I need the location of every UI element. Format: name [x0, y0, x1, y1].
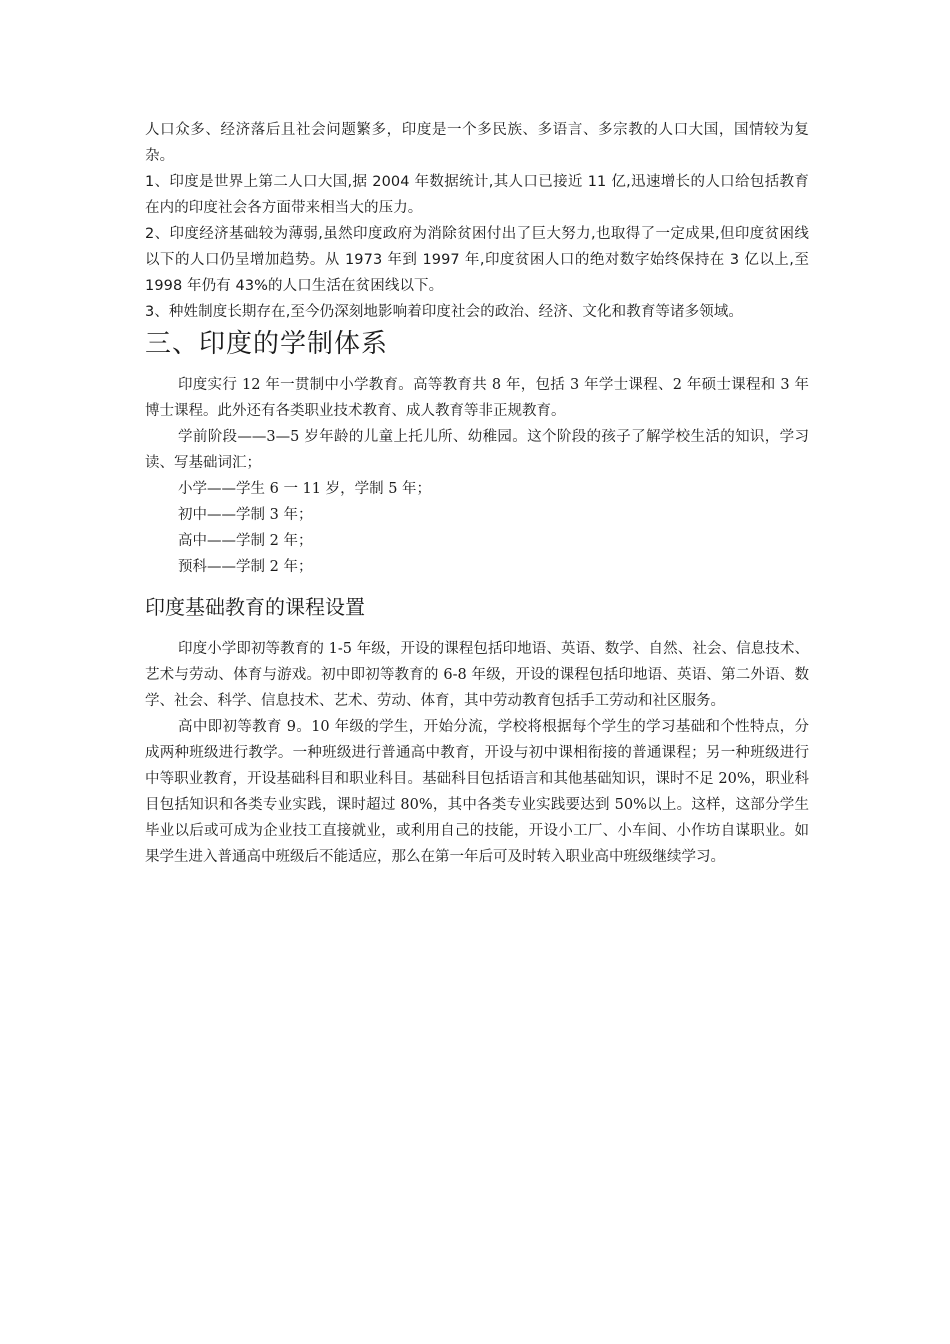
junior-high-line: 初中——学制 3 年；	[178, 507, 313, 523]
preparatory-line: 预科——学制 2 年；	[178, 559, 313, 575]
primary-school-line: 小学——学生 6 一 11 岁，学制 5 年；	[178, 481, 432, 497]
preschool-paragraph: 学前阶段——3—5 岁年龄的儿童上托儿所、幼稚园。这个阶段的孩子了解学校生活的知识，学习读、写基础词汇；	[145, 429, 809, 471]
intro-point-1: 1、印度是世界上第二人口大国,据 2004 年数据统计,其人口已接近 11 亿,迅速增长的人口给包括教育在内的印度社会各方面带来相当大的压力。	[145, 174, 809, 216]
intro-point-3: 3、种姓制度长期存在,至今仍深刻地影响着印度社会的政治、经济、文化和教育等诸多领域。	[145, 304, 744, 320]
curriculum-paragraph-2: 高中即初等教育 9。10 年级的学生，开始分流，学校将根据每个学生的学习基础和个性特点，分成两种班级进行教学。一种班级进行普通高中教育，开设与初中课相衔接的普通课程；另一种班级进行中等职业教育，开设基础科目和职业科目。基础科目包括语言和其他基础知识，课时不足 20%，职业科目包括知识和各类专业实践，课时超过 80%，其中各类专业实践要达到 50%以上。这样，这部分学生毕业以后或可成为企业技工直接就业，或利用自己的技能，开设小工厂、小车间、小作坊自谋职业。如果学生进入普通高中班级后不能适应，那么在第一年后可及时转入职业高中班级继续学习。	[145, 719, 809, 865]
curriculum-paragraph-1: 印度小学即初等教育的 1-5 年级，开设的课程包括印地语、英语、数学、自然、社会、信息技术、艺术与劳动、体育与游戏。初中即初等教育的 6-8 年级，开设的课程包括印地语、英语、第二外语、数学、社会、科学、信息技术、艺术、劳动、体育，其中劳动教育包括手工劳动和社区服务。	[145, 641, 809, 709]
intro-section	[145, 117, 809, 325]
curriculum-heading: 印度基础教育的课程设置	[145, 595, 365, 619]
intro-point-2: 2、印度经济基础较为薄弱,虽然印度政府为消除贫困付出了巨大努力,也取得了一定成果,但印度贫困线以下的人口仍呈增加趋势。从 1973 年到 1997 年,印度贫困人口的绝对数字始终保持在 3 亿以上,至 1998 年仍有 43%的人口生活在贫困线以下。	[145, 226, 809, 294]
curriculum-section	[145, 592, 809, 870]
school-system-paragraph: 印度实行 12 年一贯制中小学教育。高等教育共 8 年，包括 3 年学士课程、2 年硕士课程和 3 年博士课程。此外还有各类职业技术教育、成人教育等非正规教育。	[145, 377, 809, 419]
school-system-heading: 三、印度的学制体系	[145, 329, 389, 359]
intro-summary: 人口众多、经济落后且社会问题繁多，印度是一个多民族、多语言、多宗教的人口大国，国情较为复杂。	[145, 122, 809, 164]
document-page	[145, 117, 809, 870]
senior-high-line: 高中——学制 2 年；	[178, 533, 313, 549]
school-system-section	[145, 326, 809, 580]
